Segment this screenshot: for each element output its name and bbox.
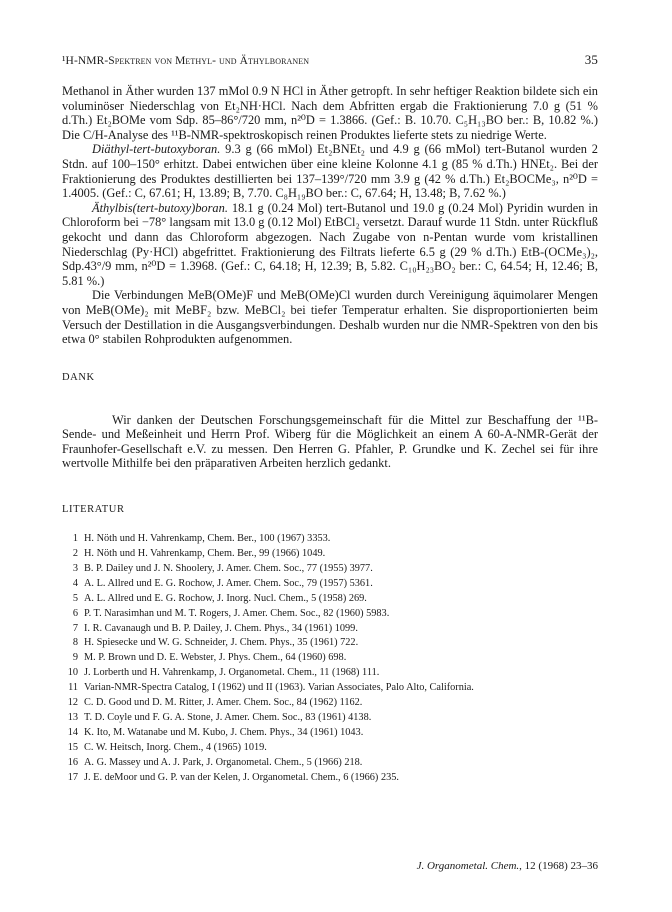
reference-text: A. L. Allred und E. G. Rochow, J. Inorg. Nucl. Chem., 5 (1958) 269.: [84, 592, 367, 604]
reference-item: [62, 547, 598, 562]
reference-item: [62, 577, 598, 592]
journal-footer: [417, 860, 598, 872]
reference-text: C. W. Heitsch, Inorg. Chem., 4 (1965) 1019.: [84, 741, 267, 753]
journal-name: J. Organometal. Chem.: [416, 860, 520, 872]
paragraph-verbindungen: Die Verbindungen MeB(OMe)F und MeB(OMe)Cl wurden durch Vereinigung äquimolarer Mengen von MeB(OMe)₂ mit MeBF₂ bzw. MeBCl₂ bei tiefer Temperatur erhalten. Sie disproportionierten beim Versuch der Destillation in die Ausgangsverbindungen. Deshalb wurden nur die NMR-Spektren von den bis etwa 0° stabilen Rohprodukten aufgenommen.: [62, 288, 598, 347]
paragraph-text: 18.1 g (0.24 Mol) tert-Butanol und 19.0 g (0.24 Mol) Pyridin wurden in Chloroform bei −78° langsam mit 13.0 g (0.12 Mol) EtBCl₂ versetzt. Darauf wurde 11 Stdn. unter Rückfluß gekocht und dann das Chloroform abgezogen. Nach Zugabe von n-Pentan wurde vom kristallinen Niederschlag (Py·HCl) abgefrittet. Fraktionierung des Filtrats lieferte 6.5 g (29 % d.Th.) EtB-(OCMe₃)₂, Sdp.43°/9 mm, n²⁰D = 1.3968. (Gef.: C, 64.18; H, 12.39; B, 5.82. C₁₀H₂₃BO₂ ber.: C, 64.54; H, 12.46; B, 5.81 %.): [62, 200, 598, 288]
reference-number: 9: [72, 652, 78, 664]
reference-number: 4: [72, 577, 78, 589]
reference-number: 6: [72, 607, 78, 619]
compound-name: Diäthyl-tert-butoxyboran.: [92, 142, 221, 157]
reference-number: 8: [72, 637, 78, 649]
reference-item: [62, 607, 598, 622]
reference-item: [62, 741, 598, 756]
reference-item: [62, 726, 598, 741]
reference-number: 15: [67, 741, 78, 753]
reference-number: 3: [72, 562, 78, 574]
literatur-heading: LITERATUR: [62, 504, 125, 516]
reference-text: J. Lorberth und H. Vahrenkamp, J. Organometal. Chem., 11 (1968) 111.: [84, 667, 380, 679]
reference-number: 5: [72, 592, 78, 604]
reference-text: K. Ito, M. Watanabe und M. Kubo, J. Chem. Phys., 34 (1961) 1043.: [84, 726, 364, 738]
reference-item: [62, 622, 598, 637]
reference-text: H. Nöth und H. Vahrenkamp, Chem. Ber., 99 (1966) 1049.: [84, 547, 326, 559]
reference-text: J. E. deMoor und G. P. van der Kelen, J. Organometal. Chem., 6 (1966) 235.: [84, 771, 399, 783]
reference-text: Varian-NMR-Spectra Catalog, I (1962) und II (1963). Varian Associates, Palo Alto, California.: [84, 682, 474, 694]
reference-item: [62, 562, 598, 577]
reference-item: [62, 592, 598, 607]
reference-number: 17: [67, 771, 78, 783]
paragraph-methanol: Methanol in Äther wurden 137 mMol 0.9 N HCl in Äther getropft. In sehr heftiger Reaktion bildete sich ein voluminöser Niederschlag von Et₂NH·HCl. Nach dem Abfritten ergab die Fraktionierung 7.0 g (51 % d.Th.) Et₂BOMe vom Sdp. 85–86°/720 mm, n²⁰D = 1.3866. (Gef.: B. 10.70. C₅H₁₃BO ber.: B, 10.82 %.) Die C/H-Analyse des ¹¹B-NMR-spektroskopisch reinen Produktes lieferte stets zu niedrige Werte.: [62, 84, 598, 142]
reference-number: 13: [67, 711, 78, 723]
reference-text: A. G. Massey und A. J. Park, J. Organometal. Chem., 5 (1966) 218.: [84, 756, 363, 768]
reference-item: [62, 651, 598, 666]
reference-item: [62, 696, 598, 711]
reference-item: [62, 532, 598, 547]
running-title: ¹H-NMR-Spektren von Methyl- und Äthylboranen: [62, 55, 310, 67]
reference-text: H. Spiesecke und W. G. Schneider, J. Chem. Phys., 35 (1961) 722.: [84, 637, 359, 649]
reference-number: 10: [67, 667, 78, 679]
reference-number: 16: [67, 756, 78, 768]
reference-number: 11: [68, 682, 78, 694]
reference-text: A. L. Allred und E. G. Rochow, J. Amer. Chem. Soc., 79 (1957) 5361.: [84, 577, 373, 589]
reference-text: M. P. Brown und D. E. Webster, J. Phys. Chem., 64 (1960) 698.: [84, 652, 347, 664]
reference-number: 12: [67, 697, 78, 709]
paragraph-diethyl-tert-butoxyboran: [62, 142, 598, 200]
journal-page: [62, 52, 598, 872]
reference-text: H. Nöth und H. Vahrenkamp, Chem. Ber., 100 (1967) 3353.: [84, 533, 331, 545]
article-body: [62, 84, 598, 347]
reference-text: B. P. Dailey und J. N. Shoolery, J. Amer. Chem. Soc., 77 (1955) 3977.: [84, 562, 373, 574]
reference-number: 7: [72, 622, 78, 634]
reference-number: 2: [72, 547, 78, 559]
running-header: [62, 52, 598, 68]
reference-item: [62, 666, 598, 681]
reference-text: T. D. Coyle und F. G. A. Stone, J. Amer. Chem. Soc., 83 (1961) 4138.: [84, 711, 372, 723]
reference-text: I. R. Cavanaugh und B. P. Dailey, J. Chem. Phys., 34 (1961) 1099.: [84, 622, 358, 634]
journal-volume: , 12 (1968) 23–36: [519, 860, 598, 872]
reference-text: P. T. Narasimhan und M. T. Rogers, J. Amer. Chem. Soc., 82 (1960) 5983.: [84, 607, 390, 619]
reference-list: [62, 532, 598, 785]
reference-item: [62, 681, 598, 696]
reference-item: [62, 771, 598, 786]
compound-name: Äthylbis(tert-butoxy)boran.: [92, 200, 228, 215]
reference-item: [62, 756, 598, 771]
paragraph-ethylbis-tert-butoxy-boran: [62, 201, 598, 289]
paragraph-text: 9.3 g (66 mMol) Et₂BNEt₂ und 4.9 g (66 mMol) tert-Butanol wurden 2 Stdn. auf 100–150° erhitzt. Dabei entwichen über eine kleine Kolonne 4.1 g (85 % d.Th.) HNEt₂. Bei der Fraktionierung des Produktes destillierten bei 137–139°/720 mm 3.9 g (42 % d.Th.) Et₂BOCMe₃, n²⁰D = 1.4005. (Gef.: C, 67.61; H, 13.89; B, 7.70. C₈H₁₉BO ber.: C, 67.64; H, 13.48; B, 7.62 %.): [62, 142, 598, 201]
dank-heading: DANK: [62, 371, 95, 383]
dank-paragraph: Wir danken der Deutschen Forschungsgemeinschaft für die Mittel zur Beschaffung der ¹¹B-Sende- und Meßeinheit und Herrn Prof. Wiberg für die Möglichkeit an einem A 60-A-NMR-Gerät der Fraunhofer-Gesellschaft e.V. zu messen. Den Herren G. Pfahler, P. Grundke und K. Zechel sei für ihre wertvolle Mithilfe bei den präparativen Arbeiten herzlich gedankt.: [62, 412, 598, 471]
reference-item: [62, 636, 598, 651]
reference-text: C. D. Good und D. M. Ritter, J. Amer. Chem. Soc., 84 (1962) 1162.: [84, 697, 363, 709]
reference-number: 1: [72, 533, 78, 545]
reference-item: [62, 711, 598, 726]
reference-number: 14: [67, 726, 78, 738]
page-number: 35: [584, 52, 598, 67]
